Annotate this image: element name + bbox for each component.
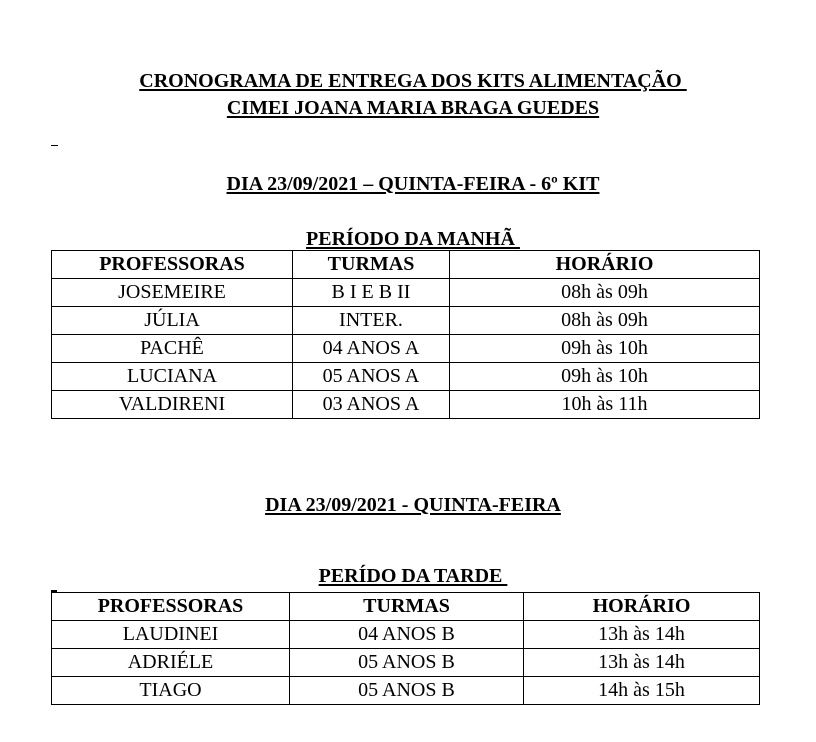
turma-cell: 05 ANOS B [290,649,524,677]
professora-cell: ADRIÉLE [52,649,290,677]
professora-cell: TIAGO [52,677,290,705]
horario-cell: 09h às 10h [450,335,760,363]
table-row [52,363,760,391]
morning-schedule-table [51,250,760,419]
turma-cell: 04 ANOS B [290,621,524,649]
document-title-line-1: CRONOGRAMA DE ENTREGA DOS KITS ALIMENTAÇÃO [139,70,687,92]
turma-cell: 05 ANOS A [293,363,450,391]
column-header-professoras: PROFESSORAS [52,251,293,279]
horario-cell: 08h às 09h [450,279,760,307]
table-row [52,621,760,649]
horario-cell: 14h às 15h [524,677,760,705]
professora-cell: JOSEMEIRE [52,279,293,307]
turma-cell: B I E B II [293,279,450,307]
afternoon-schedule-table [51,592,760,705]
document-title-line-2: CIMEI JOANA MARIA BRAGA GUEDES [226,97,600,119]
turma-cell: 03 ANOS A [293,391,450,419]
table-row [52,677,760,705]
turma-cell: 04 ANOS A [293,335,450,363]
table-row [52,307,760,335]
professora-cell: LAUDINEI [52,621,290,649]
horario-cell: 09h às 10h [450,363,760,391]
stray-mark [51,145,58,146]
table-row [52,391,760,419]
table-header-row [52,251,760,279]
turma-cell: INTER. [293,307,450,335]
horario-cell: 13h às 14h [524,649,760,677]
column-header-horario: HORÁRIO [524,593,760,621]
professora-cell: LUCIANA [52,363,293,391]
professora-cell: JÚLIA [52,307,293,335]
horario-cell: 13h às 14h [524,621,760,649]
table-header-row [52,593,760,621]
column-header-turmas: TURMAS [290,593,524,621]
column-header-professoras: PROFESSORAS [52,593,290,621]
morning-date-heading: DIA 23/09/2021 – QUINTA-FEIRA - 6º KIT [226,173,600,195]
turma-cell: 05 ANOS B [290,677,524,705]
column-header-turmas: TURMAS [293,251,450,279]
table-row [52,335,760,363]
column-header-horario: HORÁRIO [450,251,760,279]
horario-cell: 08h às 09h [450,307,760,335]
morning-period-heading: PERÍODO DA MANHÃ [306,228,520,250]
table-row [52,279,760,307]
horario-cell: 10h às 11h [450,391,760,419]
table-row [52,649,760,677]
professora-cell: VALDIRENI [52,391,293,419]
afternoon-date-heading: DIA 23/09/2021 - QUINTA-FEIRA [265,494,561,516]
afternoon-period-heading: PERÍDO DA TARDE [318,565,508,587]
professora-cell: PACHÊ [52,335,293,363]
